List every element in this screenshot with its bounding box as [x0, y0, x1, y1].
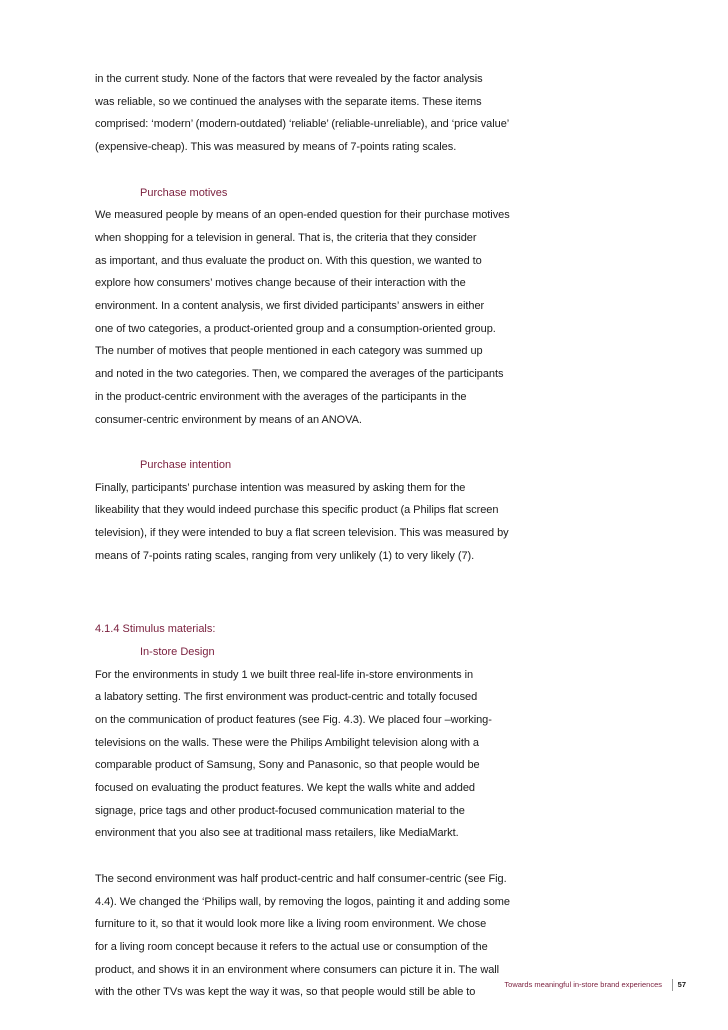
paragraph-factor-analysis [95, 68, 535, 159]
text-line: environment that you also see at traditional mass retailers, like MediaMarkt. [95, 827, 459, 840]
page-number: 57 [677, 980, 686, 989]
text-line: For the environments in study 1 we built three real-life in-store environments in [95, 668, 474, 681]
spacer [95, 159, 535, 182]
text-line: focused on evaluating the product features. We kept the walls white and added [95, 782, 475, 795]
text-line: one of two categories, a product-oriented group and a consumption-oriented group. [95, 322, 496, 335]
spacer [95, 567, 535, 590]
text-line: product, and shows it in an environment where consumers can picture it in. The wall [95, 963, 500, 976]
purchase-motives-heading: Purchase motives [140, 186, 228, 199]
footer-divider [672, 979, 673, 991]
text-line: likeability that they would indeed purchase this specific product (a Philips flat screen [95, 504, 499, 517]
text-line: The second environment was half product-centric and half consumer-centric (see Fig. [95, 872, 507, 885]
footer-title: Towards meaningful in-store brand experiences [504, 980, 662, 989]
text-line: (expensive-cheap). This was measured by means of 7-points rating scales. [95, 141, 457, 154]
paragraph-instore-design [95, 664, 535, 846]
paragraph-purchase-motives [95, 204, 535, 431]
text-line: in the current study. None of the factors that were revealed by the factor analysis [95, 73, 483, 85]
text-line: in the product-centric environment with the averages of the participants in the [95, 390, 467, 403]
text-line: furniture to it, so that it would look more like a living room environment. We chose [95, 918, 487, 931]
text-line: when shopping for a television in general. That is, the criteria that they consider [95, 231, 477, 244]
text-line: a labatory setting. The first environment was product-centric and totally focused [95, 691, 478, 704]
text-line: with the other TVs was kept the way it was, so that people would still be able to [95, 986, 476, 999]
text-line: was reliable, so we continued the analyses with the separate items. These items [95, 95, 482, 108]
page-footer [0, 979, 728, 993]
text-line: for a living room concept because it refers to the actual use or consumption of the [95, 940, 488, 953]
text-line: televisions on the walls. These were the Philips Ambilight television along with a [95, 736, 479, 749]
spacer [95, 431, 535, 454]
text-line: as important, and thus evaluate the product on. With this question, we wanted to [95, 254, 482, 267]
purchase-intention-heading: Purchase intention [140, 458, 232, 471]
instore-design-heading: In-store Design [140, 645, 215, 658]
text-line: means of 7-points rating scales, ranging from very unlikely (1) to very likely (7). [95, 549, 475, 562]
text-line: The number of motives that people mentioned in each category was summed up [95, 345, 483, 358]
text-line: environment. In a content analysis, we first divided participants’ answers in either [95, 300, 485, 313]
text-line: and noted in the two categories. Then, we compared the averages of the participants [95, 368, 504, 381]
spacer [95, 845, 535, 868]
text-line: television), if they were intended to buy a flat screen television. This was measured by [95, 527, 509, 540]
text-line: comparable product of Samsung, Sony and Panasonic, so that people would be [95, 759, 480, 772]
text-line: explore how consumers’ motives change because of their interaction with the [95, 277, 466, 290]
text-line: comprised: ‘modern’ (modern-outdated) ‘reliable’ (reliable-unreliable), and ‘price value’ [95, 118, 510, 131]
body-text [95, 68, 535, 1004]
text-line: We measured people by means of an open-ended question for their purchase motives [95, 209, 510, 222]
text-line: on the communication of product features (see Fig. 4.3). We placed four –working- [95, 713, 492, 726]
text-line: consumer-centric environment by means of an ANOVA. [95, 413, 362, 426]
section-heading-stimulus-materials: 4.1.4 Stimulus materials: [95, 623, 216, 636]
spacer [95, 590, 535, 618]
text-line: Finally, participants’ purchase intention was measured by asking them for the [95, 481, 466, 494]
text-line: signage, price tags and other product-focused communication material to the [95, 804, 465, 817]
paragraph-purchase-intention [95, 477, 535, 568]
text-line: 4.4). We changed the ‘Philips wall, by removing the logos, painting it and adding some [95, 895, 510, 908]
